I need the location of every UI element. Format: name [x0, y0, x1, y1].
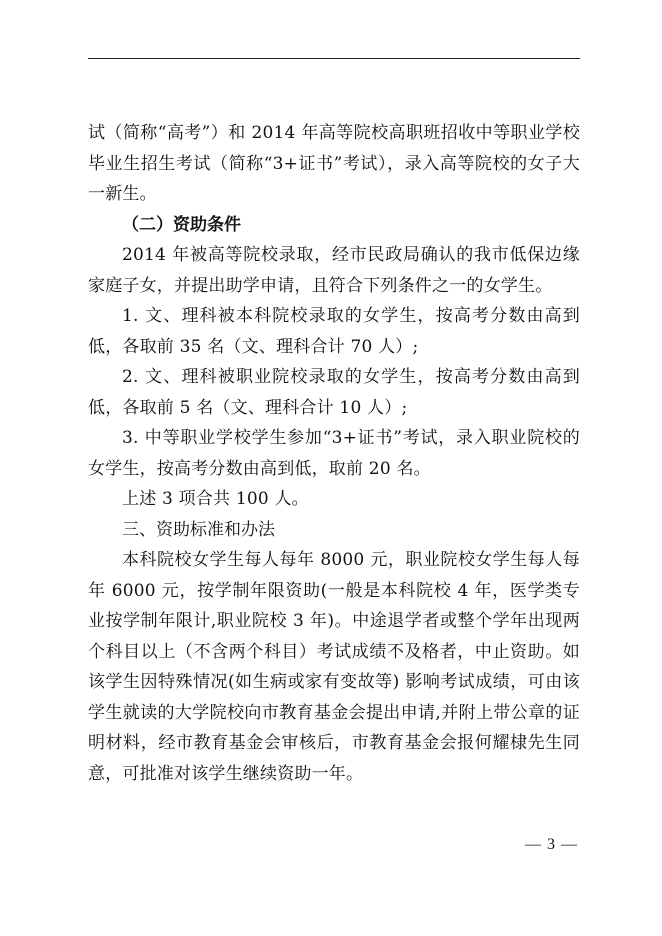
paragraph-eligibility: 2014 年被高等院校录取，经市民政局确认的我市低保边缘家庭子女，并提出助学申请，且符合下列条件之一的女学生。	[88, 245, 580, 296]
paragraph-total: 上述 3 项合共 100 人。	[122, 489, 309, 509]
document-body	[88, 118, 580, 789]
header-rule	[88, 58, 580, 59]
list-item-undergraduate: 1. 文、理科被本科院校录取的女学生，按高考分数由高到低，各取前 35 名（文、理科合计 70 人）;	[88, 306, 580, 357]
page-number: — 3 —	[525, 836, 578, 853]
list-item-vocational: 2. 文、理科被职业院校录取的女学生，按高考分数由高到低，各取前 5 名（文、理科合计 10 人）;	[88, 367, 580, 418]
paragraph-continuation: 试（简称“高考”）和 2014 年高等院校高职班招收中等职业学校毕业生招生考试（简称“3+证书”考试），录入高等院校的女子大一新生。	[88, 123, 580, 204]
list-item-secondary-vocational: 3. 中等职业学校学生参加“3+证书”考试，录入职业院校的女学生，按高考分数由高到低，取前 20 名。	[88, 428, 580, 479]
section-heading-funding-standards: 三、资助标准和办法	[122, 519, 275, 540]
paragraph-funding-details: 本科院校女学生每人每年 8000 元，职业院校女学生每人每年 6000 元，按学制年限资助(一般是本科院校 4 年，医学类专业按学制年限计,职业院校 3 年)。中途退学者或整个学年出现两个科目以上（不含两个科目）考试成绩不及格者，中止资助。如该学生因特殊情况(如生病或家有变故等) 影响考试成绩，可由该学生就读的大学院校向市教育基金会提出申请,并附上带公章的证明材料，经市教育基金会审核后，市教育基金会报何耀棣先生同意，可批准对该学生继续资助一年。	[88, 550, 580, 784]
section-heading-funding-conditions: （二）资助条件	[122, 214, 241, 235]
